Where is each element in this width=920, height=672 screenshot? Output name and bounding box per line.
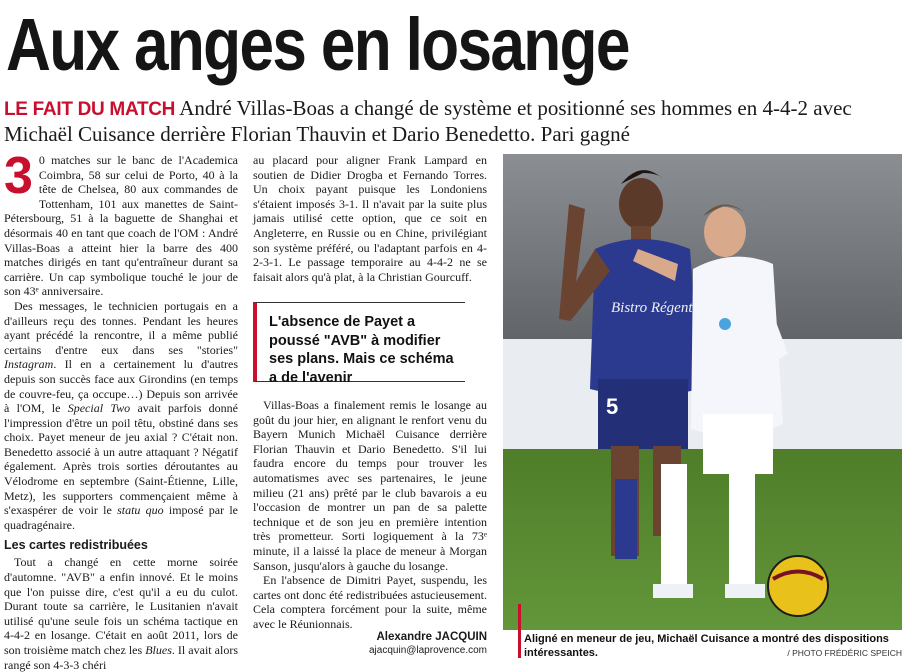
paragraph-text: Tout a changé en cette morne soirée d'automne. "AVB" a enfin innové. Et le moins que l'on puisse dire, c'est qu'il a eu du culot. Durant toute sa carrière, le Lusitanien n'avait utilisé qu'une seule fois un schéma tactique en 4-4-2 en losange. C'était en août 2011, lors de son troisième match chez les <box>4 555 238 657</box>
drop-cap: 3 <box>4 147 33 205</box>
paragraph-text: avait parfois donné l'impression d'être un poil têtu, obstiné dans ses choix. Payet meneur de jeu axial ? C'était non. Benedetto associé à un autre attaquant ? Négatif également. Après trois sorties déroutantes au Vélodrome en septembre (Saint-Étienne, Lille, Metz), les supporters commençaient même à s'exaspérer de voir le <box>4 401 239 518</box>
deck <box>4 96 916 147</box>
article-column-2-top <box>253 153 487 284</box>
deck-text: André Villas-Boas a changé de système et positionné ses hommes en 4-4-2 avec Michaël Cuisance derrière Florian Thauvin et Dario Benedetto. Pari gagné <box>4 96 852 146</box>
author-name: Alexandre JACQUIN <box>376 631 487 643</box>
paragraph-text: Des messages, le technicien portugais en a d'ailleurs reçu des tonnes. Pendant les heures ayant précédé la rencontre, il a même publié certains d'entre eux dans ses "stories" <box>4 298 238 357</box>
italic-text: Blues <box>145 643 172 657</box>
headline: Aux anges en losange <box>6 3 629 86</box>
pull-quote: L'absence de Payet a poussé "AVB" à modifier ses plans. Mais ce schéma a de l'avenir <box>253 302 465 382</box>
italic-text: Instagram <box>4 357 54 372</box>
paragraph <box>4 299 238 533</box>
paragraph: au placard pour aligner Frank Lampard en soutien de Didier Drogba et Fernando Torres. Un choix payant puisque les Londoniens s'étaient imposés 3-1. Il n'avait par la suite plus jamais utilisé cette option, que ce soit en Angleterre, en Russie ou en Chine, privilégiant son système préféré, ou l'adaptant parfois en 4-2-3-1. Le passage temporaire au 4-4-2 ne se faisait alors qu'à plat, à la Christian Gourcuff. <box>253 153 487 284</box>
photo-credit: / PHOTO FRÉDÉRIC SPEICH <box>787 648 902 658</box>
paragraph <box>4 555 238 672</box>
photo-caption: Aligné en meneur de jeu, Michaël Cuisance a montré des dispositions intéressantes. <box>524 633 889 659</box>
deck-kicker: LE FAIT DU MATCH <box>4 99 176 120</box>
shirt-sponsor: Bistro Régent <box>611 300 693 316</box>
paragraph-text: . Il en a certainement lu d'autres depuis son succès face aux Girondins (en temps de couvre-feu, ça occupe…) Depuis son arrivée à l'OM, le <box>4 357 238 416</box>
pitch <box>503 449 902 630</box>
author-email[interactable]: ajacquin@laprovence.com <box>369 645 487 656</box>
article-column-1 <box>4 147 239 672</box>
football <box>768 556 828 616</box>
italic-text: statu quo <box>117 503 164 518</box>
subheading: Les cartes redistribuées <box>4 538 148 553</box>
shirt-number: 5 <box>606 394 619 419</box>
byline <box>253 630 487 657</box>
paragraph: En l'absence de Dimitri Payet, suspendu, les cartes ont donc été redistribuées astucieusement. Cela comptera forcément pour la suite, même avec le Réunionnais. <box>253 573 487 631</box>
paragraph: Villas-Boas a finalement remis le losange au goût du jour hier, en alignant le renfort venu du Bayern Munich Michaël Cuisance derrière Florian Thauvin et Dario Benedetto. S'il lui faudra encore du temps pour trouver les automatismes avec ses partenaires, le jeune milieu (21 ans) prêté par le club bavarois a eu l'occasion de montrer un pan de sa palette technique et de son jeu en première intention très prometteur. Sorti logiquement à la 73ᵉ minute, il a laissé la place de meneur à Morgan Sanson, jusqu'alors à gauche du losange. <box>253 398 487 573</box>
match-photo <box>503 154 902 630</box>
article-column-2-bottom <box>253 398 487 632</box>
paragraph-text: 0 matches sur le banc de l'Academica Coimbra, 58 sur celui de Porto, 40 à la tête de Chelsea, 80 aux commandes de Tottenham, 101 aux manettes de Saint-Pétersbourg, 51 à la baguette de Shanghai et désormais 40 en tant que coach de l'OM : André Villas-Boas a atteint hier la barre des 400 matches dirigés en tant qu'entraîneur durant sa carrière. Un cap symbolique touché le jour de son 43ᵉ anniversaire. <box>4 153 238 299</box>
italic-text: Special Two <box>67 401 131 416</box>
paragraph-text: imposé par le quadragénaire. <box>4 503 238 532</box>
paragraph-text: . Il avait alors rangé son 4-3-3 chéri <box>4 643 238 672</box>
caption-accent-bar <box>518 604 521 658</box>
paragraph <box>4 147 238 299</box>
